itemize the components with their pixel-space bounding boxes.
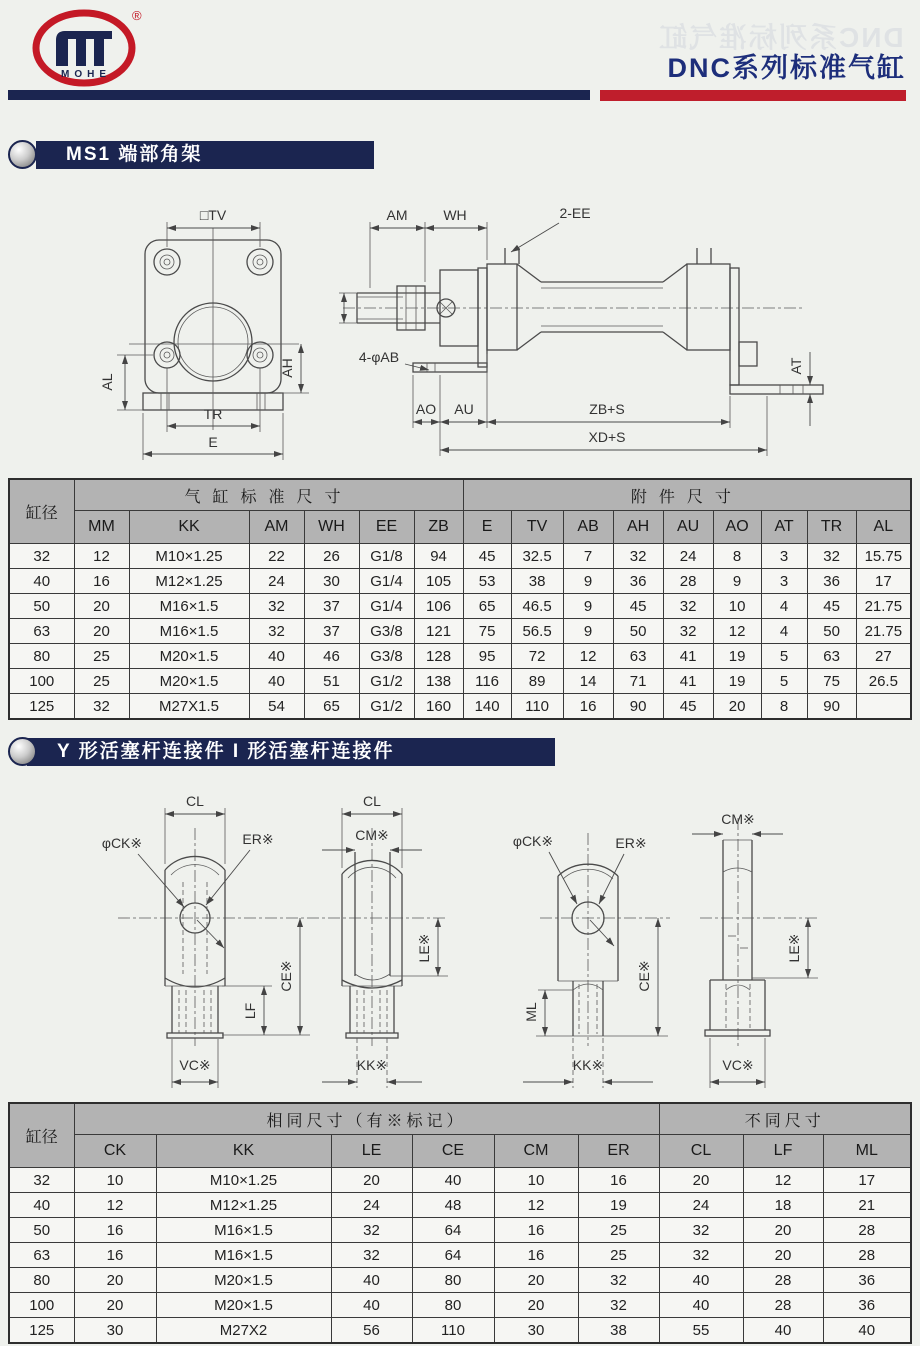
table-row [9,594,911,619]
cell: 20 [659,1168,743,1193]
cell: 32 [9,1168,74,1193]
table-row [9,1293,911,1318]
cell: G1/2 [359,669,414,694]
cell: 50 [9,1218,74,1243]
cell: 38 [578,1318,659,1344]
cell: 12 [74,544,129,569]
dim-label-vc2: VC※ [722,1057,754,1073]
cell: 12 [74,1193,156,1218]
cell: 40 [9,569,74,594]
cell: 89 [511,669,563,694]
cell: 12 [494,1193,578,1218]
dim-label-au: AU [454,401,474,417]
cell: G1/4 [359,594,414,619]
dim-label-cm: CM※ [355,827,389,843]
cell: 32 [331,1218,412,1243]
dim-label-at: AT [788,357,804,375]
cell: 12 [743,1168,823,1193]
dim-label-cl: CL [186,793,204,809]
col-header: EE [359,511,414,544]
cell: 110 [412,1318,494,1344]
cell: 80 [412,1268,494,1293]
cell: 10 [494,1168,578,1193]
cell: 20 [494,1293,578,1318]
cell: 10 [713,594,761,619]
cell: 36 [823,1268,911,1293]
cell: 116 [463,669,511,694]
cell: M20×1.5 [129,644,249,669]
cell: 30 [304,569,359,594]
cell: 27 [856,644,911,669]
cell: 32 [249,619,304,644]
col-header: ZB [414,511,463,544]
y-clevis-front-view [102,793,310,1088]
cell: 14 [563,669,613,694]
cell: 72 [511,644,563,669]
cell: 4 [761,619,807,644]
dim-label-cm2: CM※ [721,811,755,827]
cell: 65 [304,694,359,720]
cell: 41 [663,669,713,694]
cell: 21.75 [856,619,911,644]
dim-label-ah: AH [279,358,295,378]
col-header: CL [659,1135,743,1168]
cell: 32 [663,594,713,619]
dim-label-vc: VC※ [179,1057,211,1073]
section2-title: Y 形活塞杆连接件 I 形活塞杆连接件 [57,741,395,762]
cell: 5 [761,644,807,669]
cell: 45 [807,594,856,619]
col-header-bore: 缸径 [9,1103,74,1168]
col-header: AH [613,511,663,544]
group-header-standard-dims: 气缸标准尺寸 [74,479,463,511]
cell: 71 [613,669,663,694]
dim-label-ck2: φCK※ [512,833,554,849]
table-row [9,619,911,644]
registered-mark: ® [132,8,142,23]
cell: 45 [463,544,511,569]
cylinder-dimension-table [8,478,912,720]
cell: M27X1.5 [129,694,249,720]
cell: 24 [663,544,713,569]
cell: 65 [463,594,511,619]
cell: 46.5 [511,594,563,619]
dim-label-le: LE※ [416,933,432,963]
dim-label-ce2: CE※ [636,960,652,992]
cell: 40 [249,669,304,694]
cell: 32 [659,1243,743,1268]
cell: 25 [578,1243,659,1268]
cell: G3/8 [359,619,414,644]
cell: 12 [563,644,613,669]
cell: 28 [743,1293,823,1318]
cell: G3/8 [359,644,414,669]
cell: 9 [563,619,613,644]
dim-label-er2: ER※ [615,835,647,851]
col-header: AO [713,511,761,544]
cell: 28 [823,1243,911,1268]
cell: 32 [74,694,129,720]
cell: 20 [494,1268,578,1293]
cell: 19 [713,644,761,669]
col-header: CM [494,1135,578,1168]
cell: 160 [414,694,463,720]
cell: 36 [823,1293,911,1318]
dim-label-e: E [208,434,218,450]
cell: M16×1.5 [129,594,249,619]
section2-header [27,738,555,766]
cell: 10 [74,1168,156,1193]
dim-label-cl2: CL [363,793,381,809]
dim-label-zbs: ZB+S [589,401,625,417]
cell: 18 [743,1193,823,1218]
cell: 45 [663,694,713,720]
cell: 25 [74,644,129,669]
cell: 90 [807,694,856,720]
cell: 63 [9,619,74,644]
cell: 25 [578,1218,659,1243]
cell: 63 [9,1243,74,1268]
dim-label-ml: ML [523,1002,539,1022]
dim-label-tr: TR [203,406,223,422]
cell: 30 [494,1318,578,1344]
cell: 95 [463,644,511,669]
col-header: LE [331,1135,412,1168]
table-row [9,694,911,720]
dim-label-am: AM [386,207,408,223]
cell: 125 [9,1318,74,1344]
cell: 48 [412,1193,494,1218]
cell: 20 [74,1293,156,1318]
table-row [9,569,911,594]
cell: 3 [761,569,807,594]
cell [856,694,911,720]
section2-bullet [8,737,37,766]
cell: 26 [304,544,359,569]
cell: 5 [761,669,807,694]
cell: 32 [659,1218,743,1243]
cell: 41 [663,644,713,669]
connector-dimension-table [8,1102,912,1344]
col-header: AT [761,511,807,544]
cylinder-side-view-drawing [335,192,913,474]
cell: M10×1.25 [129,544,249,569]
cell: 16 [74,1218,156,1243]
col-header: AL [856,511,911,544]
cell: 4 [761,594,807,619]
cell: 125 [9,694,74,720]
dim-label-ck: φCK※ [101,835,143,851]
cell: 106 [414,594,463,619]
dim-label-wh: WH [443,207,467,223]
dim-label-xds: XD+S [588,429,626,445]
cell: 32 [578,1293,659,1318]
cell: 9 [713,569,761,594]
dim-label-ee: 2-EE [559,205,591,221]
cell: 16 [563,694,613,720]
cell: 25 [74,669,129,694]
table-row [9,1218,911,1243]
dim-label-ce: CE※ [278,960,294,992]
cell: 21 [823,1193,911,1218]
cell: 16 [494,1243,578,1268]
cell: 64 [412,1243,494,1268]
col-header: KK [129,511,249,544]
logo-m-glyph [56,31,112,66]
cell: 100 [9,1293,74,1318]
cell: 63 [807,644,856,669]
cell: 20 [74,594,129,619]
cell: 17 [856,569,911,594]
cell: 17 [823,1168,911,1193]
cell: M16×1.5 [129,619,249,644]
group-header-accessory-dims: 附件尺寸 [463,479,911,511]
cell: M20×1.5 [156,1268,331,1293]
cell: 32 [807,544,856,569]
col-header: MM [74,511,129,544]
cell: 20 [331,1168,412,1193]
col-header: WH [304,511,359,544]
cell: 63 [613,644,663,669]
page-title: DNC系列标准气缸 [667,53,906,83]
cell: 128 [414,644,463,669]
cell: 38 [511,569,563,594]
cell: G1/4 [359,569,414,594]
cell: 50 [807,619,856,644]
cell: 24 [249,569,304,594]
cell: 16 [494,1218,578,1243]
end-bracket-front-view-drawing [95,192,365,474]
cell: 45 [613,594,663,619]
dim-label-lf: LF [242,1002,258,1020]
col-header: AU [663,511,713,544]
dim-label-le2: LE※ [786,933,802,963]
col-header: TV [511,511,563,544]
print-through-ghost-title: DNC系列标准气缸 [657,22,904,53]
cell: 28 [743,1268,823,1293]
cell: 40 [331,1293,412,1318]
cell: 28 [663,569,713,594]
dim-label-er: ER※ [242,831,274,847]
col-header: TR [807,511,856,544]
cell: 40 [331,1268,412,1293]
cell: M16×1.5 [156,1218,331,1243]
divider-red-bar [600,90,906,101]
cell: 80 [9,644,74,669]
cell: 64 [412,1218,494,1243]
cell: 16 [74,1243,156,1268]
cell: 50 [613,619,663,644]
cell: M10×1.25 [156,1168,331,1193]
cell: 94 [414,544,463,569]
section1-header [36,141,374,169]
dim-label-ao: AO [415,401,437,417]
col-header-bore: 缸径 [9,479,74,544]
section1-title: MS1 端部角架 [66,144,203,165]
cell: 30 [74,1318,156,1344]
cell: 40 [9,1193,74,1218]
cell: 28 [823,1218,911,1243]
cell: 80 [9,1268,74,1293]
cell: 32 [331,1243,412,1268]
cell: 12 [713,619,761,644]
cell: 140 [463,694,511,720]
cell: 20 [74,1268,156,1293]
cell: 75 [807,669,856,694]
col-header: CK [74,1135,156,1168]
cell: 40 [659,1268,743,1293]
i-connector-side-view [692,811,818,1088]
cell: 24 [659,1193,743,1218]
table-row [9,1243,911,1268]
cell: 16 [74,569,129,594]
table-row [9,1168,911,1193]
i-connector-front-view [513,833,668,1088]
table-row [9,1268,911,1293]
cell: 55 [659,1318,743,1344]
cell: 138 [414,669,463,694]
logo-brand-text: MOHE [61,69,111,80]
cell: M20×1.5 [156,1293,331,1318]
table-row [9,544,911,569]
cell: 46 [304,644,359,669]
cell: 7 [563,544,613,569]
table-row [9,644,911,669]
cell: 3 [761,544,807,569]
section1-bullet [8,140,37,169]
col-header: AM [249,511,304,544]
cell: 32 [578,1268,659,1293]
cell: 36 [807,569,856,594]
cell: 40 [249,644,304,669]
cell: 32 [9,544,74,569]
divider-navy-bar [8,90,590,100]
cell: 32 [613,544,663,569]
group-header-different-dims: 不同尺寸 [659,1103,911,1135]
cell: 22 [249,544,304,569]
cell: 26.5 [856,669,911,694]
cell: 75 [463,619,511,644]
cell: 16 [578,1168,659,1193]
y-clevis-side-view [322,793,448,1088]
col-header: ML [823,1135,911,1168]
cell: 19 [713,669,761,694]
mohe-logo [28,4,146,92]
col-header: AB [563,511,613,544]
cell: 32 [249,594,304,619]
dim-label-tv: □TV [199,207,227,223]
cell: M16×1.5 [156,1243,331,1268]
cell: 20 [713,694,761,720]
cell: 24 [331,1193,412,1218]
col-header: LF [743,1135,823,1168]
cell: 8 [761,694,807,720]
cell: 40 [412,1168,494,1193]
cell: 36 [613,569,663,594]
cell: 37 [304,594,359,619]
cell: G1/8 [359,544,414,569]
col-header: ER [578,1135,659,1168]
dim-label-kk2: KK※ [572,1057,604,1073]
cell: M12×1.25 [129,569,249,594]
col-header: E [463,511,511,544]
cell: 32 [663,619,713,644]
cell: 80 [412,1293,494,1318]
cell: 40 [743,1318,823,1344]
cell: 9 [563,569,613,594]
rod-clevis-drawings [0,778,920,1100]
cell: 53 [463,569,511,594]
group-header-same-dims: 相同尺寸（有※标记） [74,1103,659,1135]
cell: 20 [743,1218,823,1243]
cell: 37 [304,619,359,644]
cell: 54 [249,694,304,720]
cell: 19 [578,1193,659,1218]
cell: G1/2 [359,694,414,720]
cell: 15.75 [856,544,911,569]
cell: 90 [613,694,663,720]
table-row [9,669,911,694]
cell: 121 [414,619,463,644]
col-header: KK [156,1135,331,1168]
cell: 40 [659,1293,743,1318]
cell: 110 [511,694,563,720]
cell: M20×1.5 [129,669,249,694]
cell: 21.75 [856,594,911,619]
cell: 20 [743,1243,823,1268]
cell: 32.5 [511,544,563,569]
cell: 40 [823,1318,911,1344]
table-row [9,1318,911,1344]
cell: 105 [414,569,463,594]
cell: M27X2 [156,1318,331,1344]
cell: 51 [304,669,359,694]
table-row [9,1193,911,1218]
cell: 56.5 [511,619,563,644]
dim-label-kk: KK※ [356,1057,388,1073]
cell: 20 [74,619,129,644]
dim-label-al: AL [99,373,115,391]
cell: 56 [331,1318,412,1344]
col-header: CE [412,1135,494,1168]
cell: M12×1.25 [156,1193,331,1218]
cell: 50 [9,594,74,619]
dim-label-ab: 4-φAB [358,349,400,365]
cell: 8 [713,544,761,569]
cell: 9 [563,594,613,619]
cylinder-outline [343,248,823,394]
cell: 100 [9,669,74,694]
bracket-plate-outline [129,228,299,430]
